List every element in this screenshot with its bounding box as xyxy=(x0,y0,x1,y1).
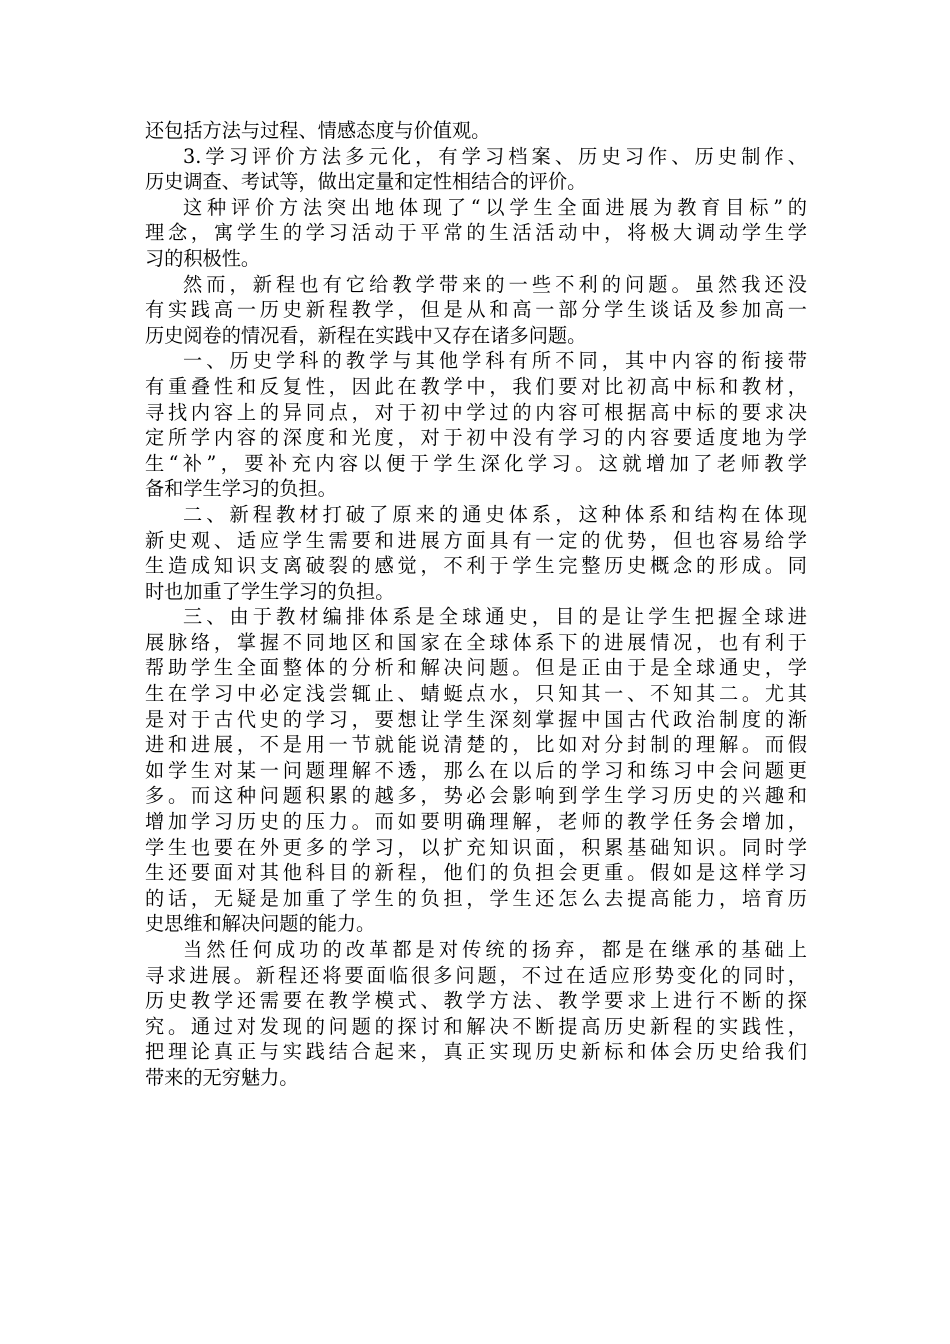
text-line: 如学生对某一问题理解不透，那么在以后的学习和练习中会问题更 xyxy=(145,758,807,782)
text-line: 究。通过对发现的问题的探讨和解决不断提高历史新程的实践性， xyxy=(145,1014,807,1038)
paragraph xyxy=(145,604,807,937)
text-line: 生在学习中必定浅尝辄止、蜻蜓点水，只知其一、不知其二。尤其 xyxy=(145,682,807,706)
text-line: 是对于古代史的学习，要想让学生深刻掌握中国古代政治制度的渐 xyxy=(145,707,807,731)
text-line: 多。而这种问题积累的越多，势必会影响到学生学习历史的兴趣和 xyxy=(145,784,807,808)
text-line: 进和进展，不是用一节就能说清楚的，比如对分封制的理解。而假 xyxy=(145,733,807,757)
document-body xyxy=(145,118,807,1091)
text-line: 历史阅卷的情况看，新程在实践中又存在诸多问题。 xyxy=(145,323,587,347)
text-line: 有重叠性和反复性，因此在教学中，我们要对比初高中标和教材， xyxy=(145,374,807,398)
paragraph xyxy=(145,118,807,144)
text-line: 增加学习历史的压力。而如要明确理解，老师的教学任务会增加， xyxy=(145,810,807,834)
paragraph xyxy=(145,144,807,195)
paragraph xyxy=(145,195,807,272)
text-line: 一、历史学科的教学与其他学科有所不同，其中内容的衔接带 xyxy=(183,349,807,373)
text-line: 备和学生学习的负担。 xyxy=(145,477,337,501)
text-line: 史思维和解决问题的能力。 xyxy=(145,912,376,936)
text-line: 生“补”，要补充内容以便于学生深化学习。这就增加了老师教学 xyxy=(145,451,807,475)
text-line: 寻找内容上的异同点，对于初中学过的内容可根据高中标的要求决 xyxy=(145,400,807,424)
text-line: 生造成知识支离破裂的感觉，不利于学生完整历史概念的形成。同 xyxy=(145,554,807,578)
text-line: 二、新程教材打破了原来的通史体系，这种体系和结构在体现 xyxy=(183,502,807,526)
text-line: 有实践高一历史新程教学，但是从和高一部分学生谈话及参加高一 xyxy=(145,298,807,322)
text-line: 带来的无穷魅力。 xyxy=(145,1065,299,1089)
text-line: 寻求进展。新程还将要面临很多问题，不过在适应形势变化的同时， xyxy=(145,963,807,987)
paragraph xyxy=(145,348,807,502)
paragraph xyxy=(145,937,807,1091)
text-line: 历史教学还需要在教学模式、教学方法、教学要求上进行不断的探 xyxy=(145,989,807,1013)
text-line: 这种评价方法突出地体现了“以学生全面进展为教育目标”的 xyxy=(183,195,807,219)
text-line: 然而，新程也有它给教学带来的一些不利的问题。虽然我还没 xyxy=(183,272,807,296)
text-line: 新史观、适应学生需要和进展方面具有一定的优势，但也容易给学 xyxy=(145,528,807,552)
text-line: 习的积极性。 xyxy=(145,246,261,270)
text-line: 把理论真正与实践结合起来，真正实现历史新标和体会历史给我们 xyxy=(145,1040,807,1064)
text-line: 当然任何成功的改革都是对传统的扬弃，都是在继承的基础上 xyxy=(183,938,807,961)
text-line: 的话，无疑是加重了学生的负担，学生还怎么去提高能力，培育历 xyxy=(145,886,807,910)
text-line: 还包括方法与过程、情感态度与价值观。 xyxy=(145,119,491,142)
text-line: 理念，寓学生的学习活动于平常的生活活动中，将极大调动学生学 xyxy=(145,221,807,245)
paragraph xyxy=(145,272,807,349)
text-line: 三、由于教材编排体系是全球通史，目的是让学生把握全球进 xyxy=(183,605,807,629)
text-line: 生还要面对其他科目的新程，他们的负担会更重。假如是这样学习 xyxy=(145,861,807,885)
text-line: 定所学内容的深度和光度，对于初中没有学习的内容要适度地为学 xyxy=(145,426,807,450)
text-line: 3.学习评价方法多元化，有学习档案、历史习作、历史制作、 xyxy=(183,144,807,168)
paragraph xyxy=(145,502,807,604)
text-line: 学生也要在外更多的学习，以扩充知识面，积累基础知识。同时学 xyxy=(145,835,807,859)
text-line: 历史调查、考试等，做出定量和定性相结合的评价。 xyxy=(145,170,587,194)
text-line: 展脉络，掌握不同地区和国家在全球体系下的进展情况，也有利于 xyxy=(145,630,807,654)
text-line: 帮助学生全面整体的分析和解决问题。但是正由于是全球通史，学 xyxy=(145,656,807,680)
text-line: 时也加重了学生学习的负担。 xyxy=(145,579,395,603)
